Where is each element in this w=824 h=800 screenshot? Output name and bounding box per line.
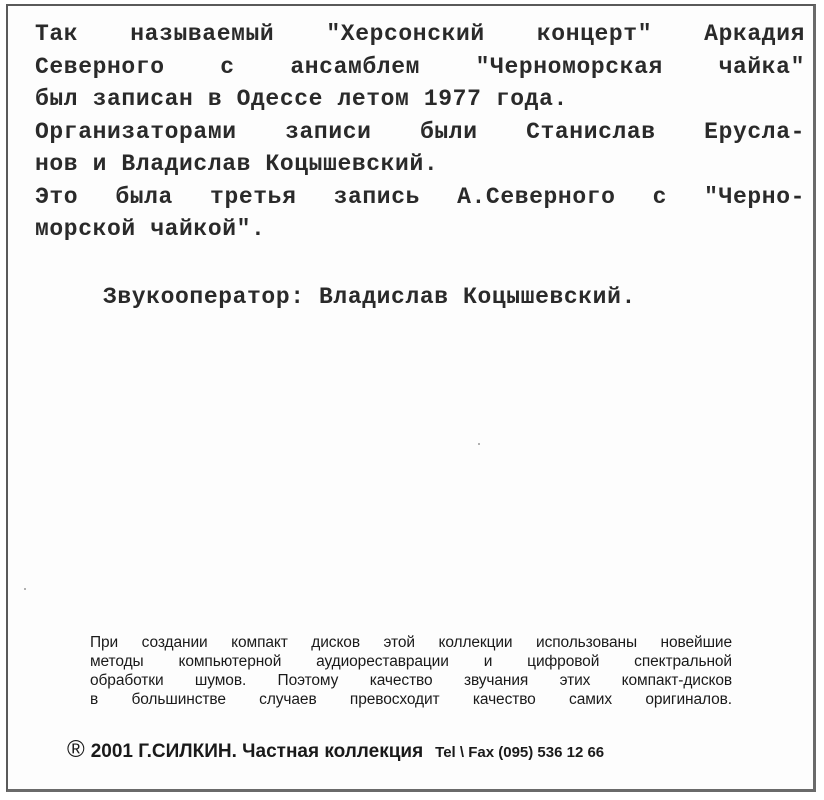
copyright-owner: 2001 Г.СИЛКИН. Частная коллекция (90, 741, 424, 762)
restoration-note (90, 633, 732, 709)
scan-speck (478, 443, 480, 445)
description-line-7: морской чайкой". (35, 216, 266, 242)
liner-note-card (6, 4, 816, 792)
registered-trademark-icon: ® (67, 736, 85, 763)
note-line-2: методы компьютерной аудиореставрации и цифровой спектральной (90, 653, 732, 670)
description-line-6: Это была третья запись А.Северного с "Черно- (35, 183, 805, 210)
contact-phone: Tel \ Fax (095) 536 12 66 (435, 744, 605, 761)
description-line-5: нов и Владислав Коцышевский. (35, 151, 439, 177)
note-line-3: обработки шумов. Поэтому качество звучания этих компакт-дисков (90, 672, 732, 689)
description-line-3: был записан в Одессе летом 1977 года. (35, 86, 568, 112)
description-line-1: Так называемый "Херсонский концерт" Аркадия (35, 21, 805, 47)
scan-speck (24, 588, 26, 590)
description-line-2: Северного с ансамблем "Черноморская чайка" (35, 53, 805, 80)
note-line-4: в большинстве случаев превосходит качество самих оригиналов. (90, 691, 732, 708)
copyright-line (67, 736, 604, 764)
description-line-4: Организаторами записи были Станислав Еруcла- (35, 118, 805, 145)
note-line-1: При создании компакт дисков этой коллекции использованы новейшие (90, 634, 732, 651)
concert-description (35, 18, 805, 246)
sound-engineer-credit: Звукооператор: Владислав Коцышевский. (103, 284, 636, 310)
